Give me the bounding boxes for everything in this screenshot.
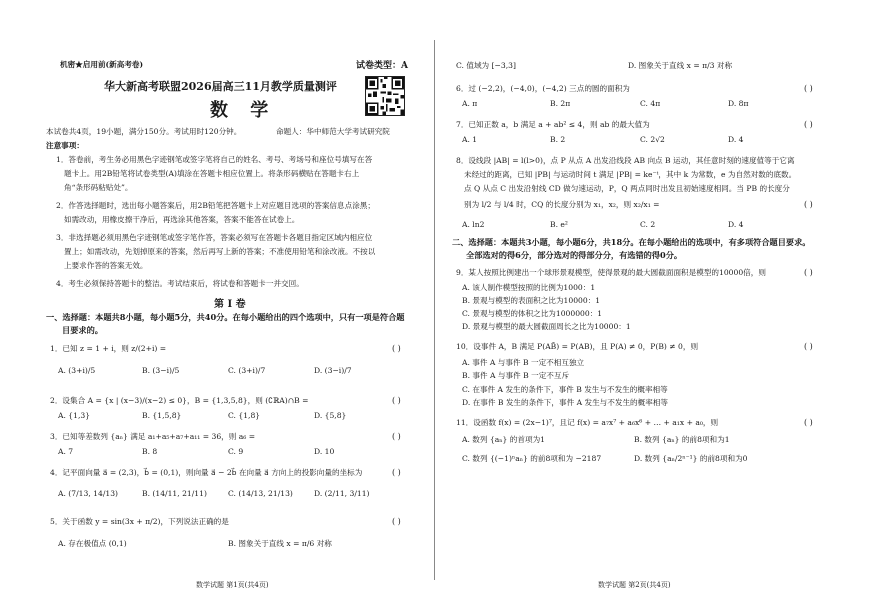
notice-title: 注意事项： [46,141,84,150]
q3-stem: 3．已知等差数列 {aₙ} 满足 a₁+a₅+a₇+a₁₁ = 36，则 a₆ = [50,432,256,441]
footer-left: 数学试题 第1页(共4页) [196,581,269,589]
q3-option-c[interactable]: C. 9 [228,447,244,456]
q7-option-b[interactable]: B. 2 [550,135,566,144]
exam-info: 本试卷共4页，19小题，满分150分。考试用时120分钟。 [46,127,242,136]
notice-line: 置上；如需改动，先划掉原来的答案，然后再写上新的答案；不准使用铅笔和涂改液。不按以 [64,247,376,256]
volume-title: 第 Ⅰ 卷 [214,299,246,310]
answer-paren[interactable]: ( ) [392,344,401,353]
q1-option-d[interactable]: D. (3−i)/7 [314,366,352,375]
q4-option-a[interactable]: A. (7/13, 14/13) [58,489,119,498]
q9-option-c[interactable]: C. 景观与模型的体积之比为1000000：1 [462,309,603,318]
q2-option-b[interactable]: B. {1,5,8} [142,411,182,420]
notice-line: 4．考生必须保持答题卡的整洁。考试结束后，将试卷和答题卡一并交回。 [56,279,304,288]
q6-option-c[interactable]: C. 4π [640,99,661,108]
q3-option-b[interactable]: B. 8 [142,447,158,456]
notice-line: 2．作答选择题时，选出每小题答案后，用2B铅笔把答题卡上对应题目选项的答案信息点涂黑； [56,201,375,210]
q6-stem: 6．过 (−2,2)，(−4,0)，(−4,2) 三点的圆的面积为 [456,84,630,93]
q10-stem: 10．设事件 A，B 满足 P(AB̄) = P(AB)，且 P(A) ≠ 0，P(B) ≠ 0，则 [456,342,699,351]
q2-option-d[interactable]: D. {5,8} [314,411,347,420]
q6-option-b[interactable]: B. 2π [550,99,571,108]
q10-option-d[interactable]: D. 在事件 B 发生的条件下，事件 A 发生与不发生的概率相等 [462,398,669,407]
q9-option-d[interactable]: D. 景观与模型的最大圆截面周长之比为10000：1 [462,322,631,331]
notice-line: 3．非选择题必须用黑色字迹钢笔或签字笔作答，答案必须写在答题卡各题目指定区域内相应位 [56,233,373,242]
answer-paren[interactable]: ( ) [392,468,401,477]
q7-option-a[interactable]: A. 1 [462,135,478,144]
section1-header: 目要求的。 [62,325,103,335]
q4-option-c[interactable]: C. (14/13, 21/13) [228,489,293,498]
q2-option-a[interactable]: A. {1,3} [58,411,91,420]
q8-stem-line: 别为 l/2 与 l/4 时，CQ 的长度分别为 x₁，x₂，则 x₂/x₁ = [464,200,660,209]
section1-header: 一、选择题：本题共8小题，每小题5分，共40分。在每小题给出的四个选项中，只有一项是符合题 [46,312,405,322]
answer-paren[interactable]: ( ) [804,342,813,351]
q6-option-d[interactable]: D. 8π [728,99,749,108]
section2-header: 全部选对的得6分，部分选对的得部分分，有选错的得0分。 [466,250,683,260]
subject-title: 数 学 [210,100,277,121]
q2-option-c[interactable]: C. {1,8} [228,411,261,420]
notice-line: 角“条形码粘贴处”。 [64,183,133,192]
notice-line: 上要求作答的答案无效。 [64,261,148,270]
q5-option-c[interactable]: C. 值域为 [−3,3] [456,61,516,70]
q9-stem: 9．某人按照比例建出一个球形景观模型，使得景观的最大圆截面面积是模型的10000倍，则 [456,268,766,277]
page-left [0,0,432,615]
q5-option-d[interactable]: D. 图象关于直线 x = π/3 对称 [628,61,733,70]
q1-option-b[interactable]: B. (3−i)/5 [142,366,180,375]
q8-option-b[interactable]: B. e² [550,220,568,229]
q4-option-b[interactable]: B. (14/11, 21/11) [142,489,207,498]
q3-option-a[interactable]: A. 7 [58,447,74,456]
q4-option-d[interactable]: D. (2/11, 3/11) [314,489,370,498]
q8-stem-line: 未经过的距离，已知 |PB| 与运动时间 t 满足 |PB| = ke⁻ᵗ，其中 k 为常数，e 为自然对数的底数。 [464,170,797,179]
page-divider [434,40,435,580]
q5-option-a[interactable]: A. 存在极值点 (0,1) [58,539,127,548]
q10-option-b[interactable]: B. 事件 A 与事件 B 一定不互斥 [462,371,570,380]
q5-option-b[interactable]: B. 图象关于直线 x = π/6 对称 [228,539,332,548]
answer-paren[interactable]: ( ) [804,268,813,277]
q7-stem: 7．已知正数 a，b 满足 a + ab² ≤ 4，则 ab 的最大值为 [456,120,650,129]
q5-stem: 5．关于函数 y = sin(3x + π/2)，下列说法正确的是 [50,517,229,526]
notice-line: 1．答卷前，考生务必用黑色字迹钢笔或签字笔将自己的姓名、考号、考场号和座位号填写在答 [56,155,373,164]
q11-option-c[interactable]: C. 数列 {(−1)ⁿaₙ} 的前8项和为 −2187 [462,454,602,463]
secret-label: 机密★启用前(新高考卷) [60,60,144,69]
footer-right: 数学试题 第2页(共4页) [598,581,671,589]
answer-paren[interactable]: ( ) [804,84,813,93]
q1-option-a[interactable]: A. (3+i)/5 [58,366,96,375]
q8-option-c[interactable]: C. 2 [640,220,656,229]
q8-stem-line: 点 Q 从点 C 出发沿射线 CD 做匀速运动，P，Q 两点同时出发且初始速度相同。当 PB 的长度分 [464,184,790,193]
q7-option-d[interactable]: D. 4 [728,135,744,144]
q8-option-d[interactable]: D. 4 [728,220,744,229]
q6-option-a[interactable]: A. π [462,99,478,108]
answer-paren[interactable]: ( ) [804,120,813,129]
answer-paren[interactable]: ( ) [804,200,813,209]
answer-paren[interactable]: ( ) [392,517,401,526]
q11-stem: 11．设函数 f(x) = (2x−1)⁷，且记 f(x) = a₇x⁷ + a₆x⁶ + … + a₁x + a₀，则 [456,418,719,427]
q7-option-c[interactable]: C. 2√2 [640,135,665,144]
q10-option-c[interactable]: C. 在事件 A 发生的条件下，事件 B 发生与不发生的概率相等 [462,385,668,394]
exam-title: 华大新高考联盟2026届高三11月教学质量测评 [104,80,337,93]
section2-header: 二、选择题：本题共3小题，每小题6分，共18分。在每小题给出的选项中，有多项符合题目要求。 [452,237,811,247]
paper-type: 试卷类型：A [356,61,408,71]
q9-option-b[interactable]: B. 景观与模型的表面积之比为10000：1 [462,296,601,305]
q8-stem-line: 8．设线段 |AB| = l(l>0)，点 P 从点 A 出发沿线段 AB 向点 B 运动，其任意时刻的速度值等于它离 [456,156,795,165]
q9-option-a[interactable]: A. 该人制作模型按照的比例为1000：1 [462,283,596,292]
author-info: 命题人：华中师范大学考试研究院 [276,127,390,136]
answer-paren[interactable]: ( ) [392,432,401,441]
q4-stem: 4．记平面向量 a⃗ = (2,3)，b⃗ = (0,1)，则向量 a⃗ − 2b⃗ 在向量 a⃗ 方向上的投影向量的坐标为 [50,468,363,477]
q11-option-a[interactable]: A. 数列 {aₙ} 的首项为1 [462,435,546,444]
qr-code-icon [365,76,405,116]
q11-option-d[interactable]: D. 数列 {aₙ/2ⁿ⁻¹} 的前8项和为0 [634,454,748,463]
notice-line: 题卡上。用2B铅笔将试卷类型(A)填涂在答题卡相应位置上。将条形码横贴在答题卡右上 [64,169,360,178]
q1-stem: 1．已知 z = 1 + i，则 z/(2+i) = [50,344,167,353]
answer-paren[interactable]: ( ) [804,418,813,427]
q3-option-d[interactable]: D. 10 [314,447,335,456]
notice-line: 如需改动，用橡皮擦干净后，再选涂其他答案，答案不能答在试卷上。 [64,215,300,224]
q1-option-c[interactable]: C. (3+i)/7 [228,366,266,375]
q2-stem: 2．设集合 A = {x | (x−3)/(x−2) ≤ 0}，B = {1,3,5,8}，则 (∁ℝA)∩B = [50,396,309,405]
q11-option-b[interactable]: B. 数列 {aₙ} 的前8项和为1 [634,435,730,444]
q8-option-a[interactable]: A. ln2 [462,220,485,229]
answer-paren[interactable]: ( ) [392,396,401,405]
q10-option-a[interactable]: A. 事件 A 与事件 B 一定不相互独立 [462,358,585,367]
page-right [438,0,870,615]
